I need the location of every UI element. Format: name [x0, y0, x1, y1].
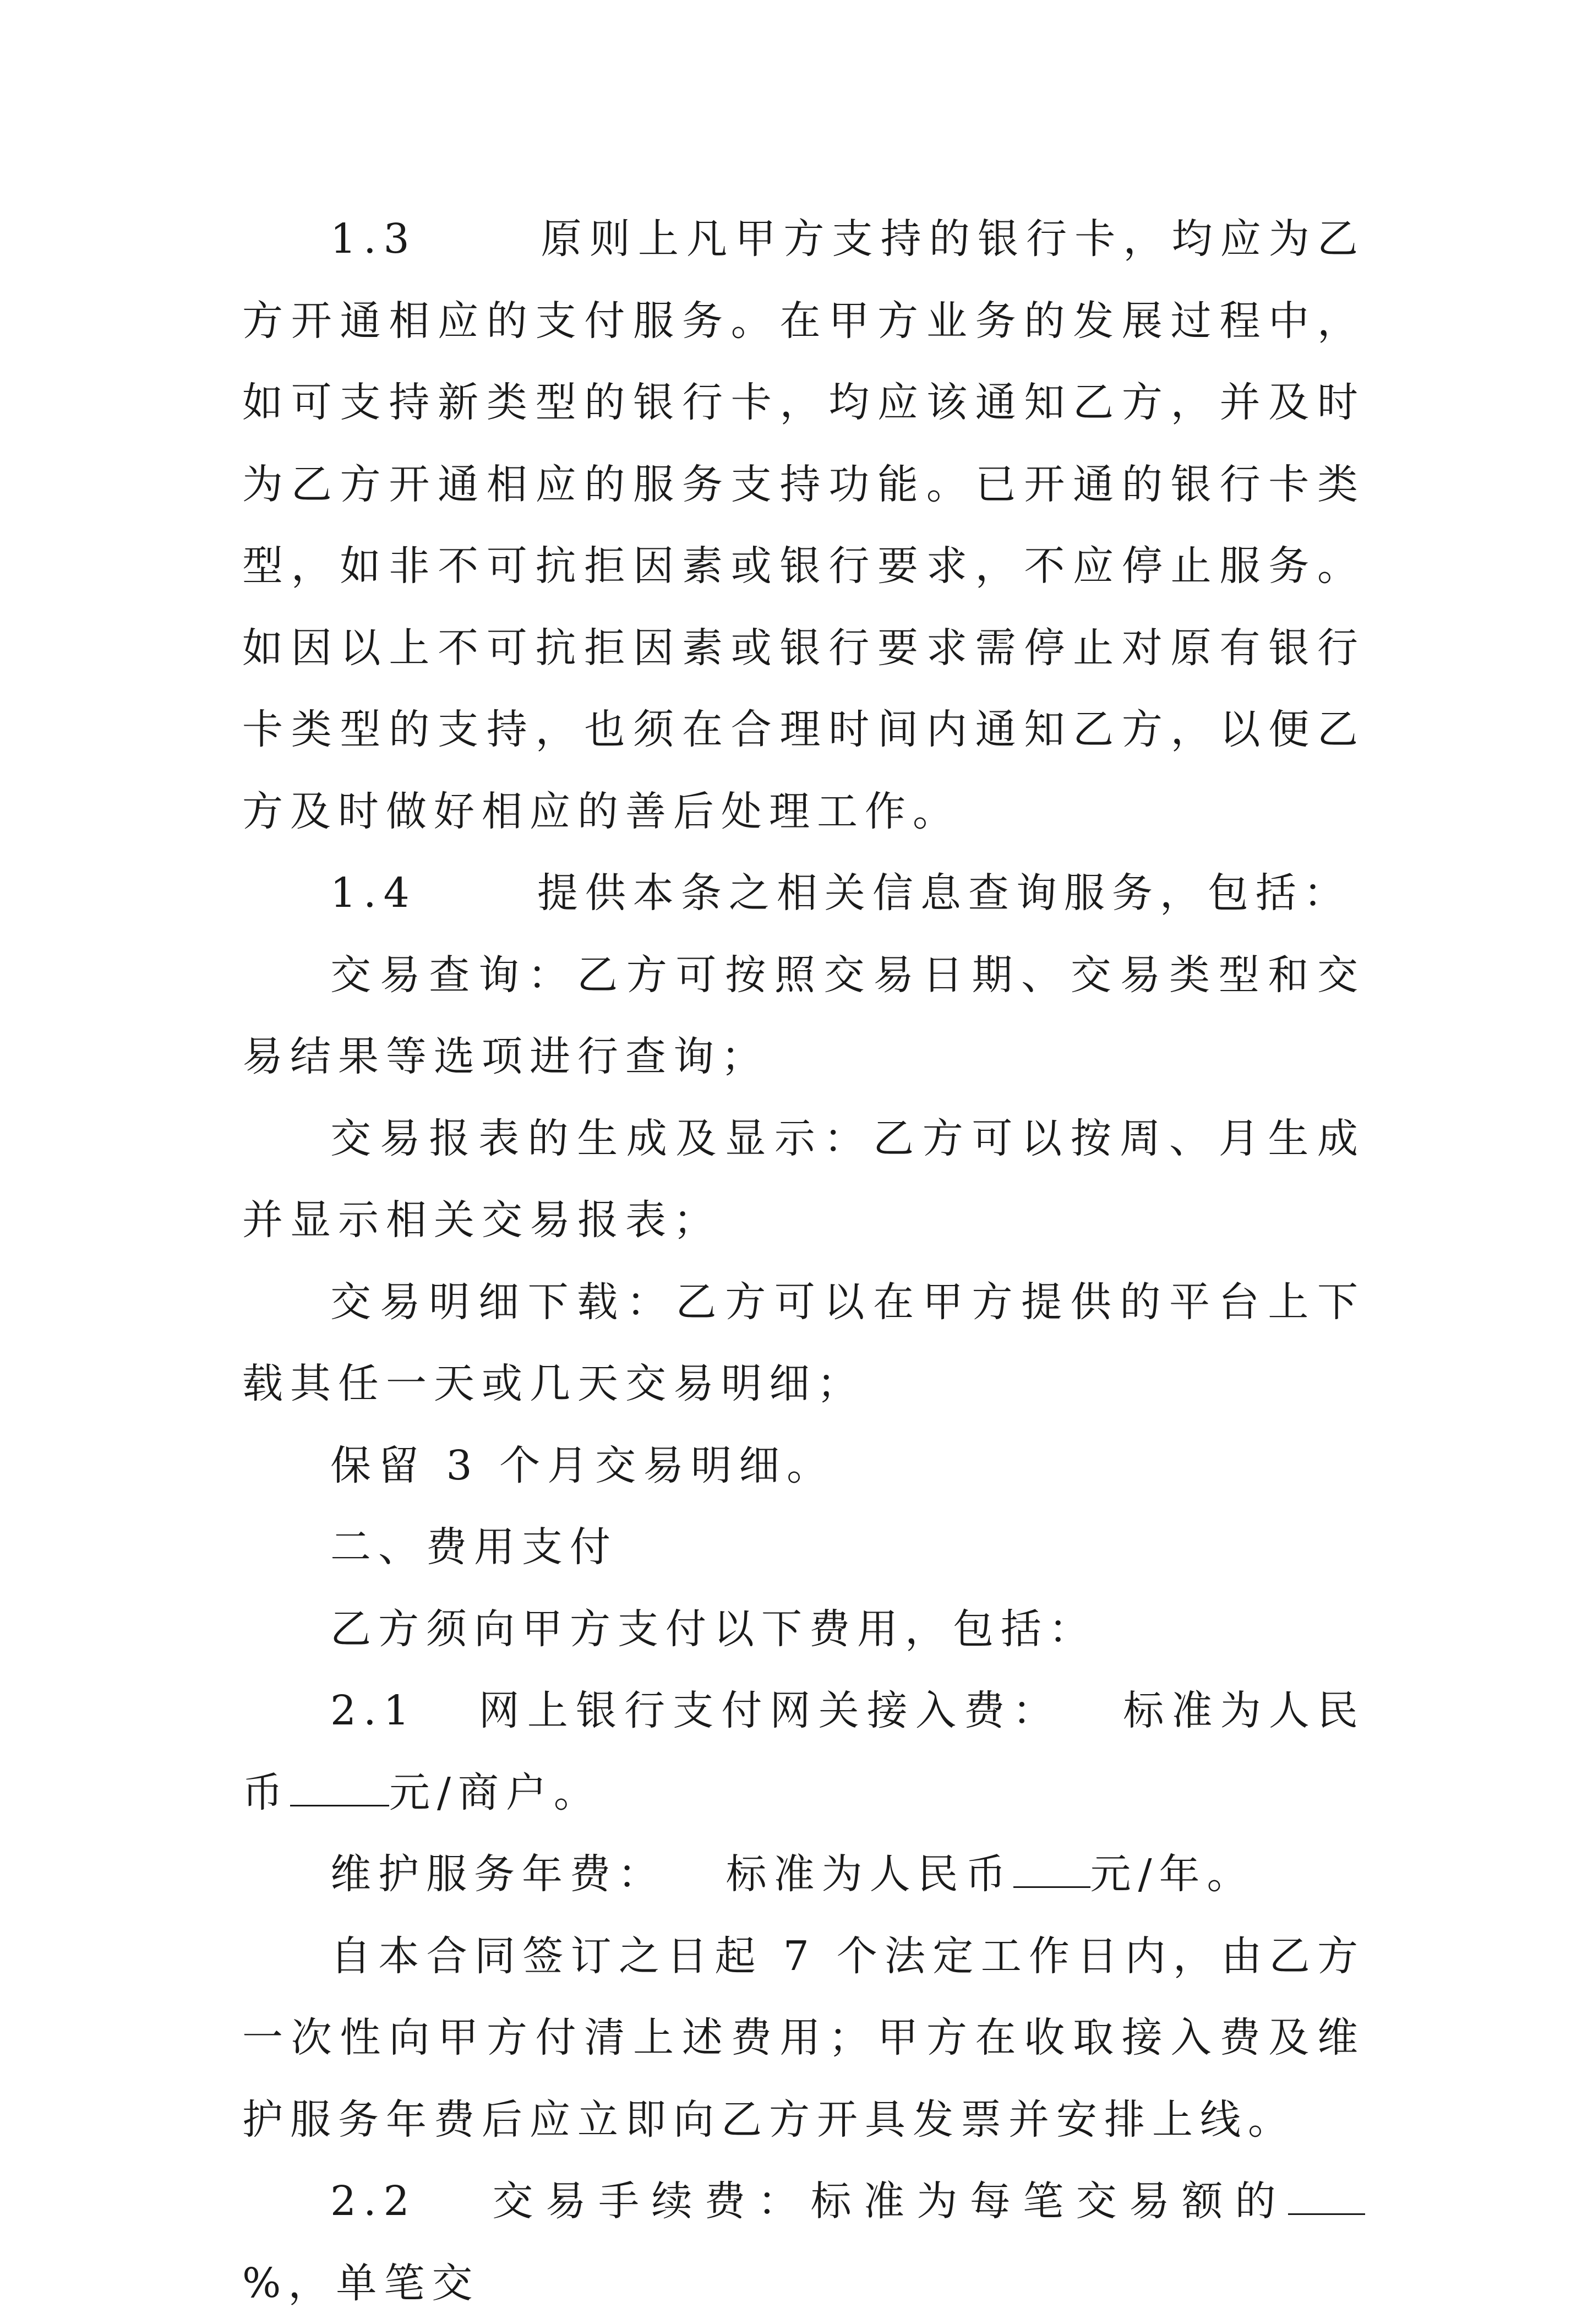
section-heading-fee-payment: 二、费用支付 — [330, 1523, 618, 1571]
payment-terms: 自本合同签订之日起 7 个法定工作日内，由乙方一次性向甲方付清上述费用；甲方在收取接入费及维护服务年费后应立即向乙方开具发票并安排上线。 — [242, 1932, 1365, 2143]
access-fee-blank — [290, 1772, 389, 1806]
transaction-detail-download-item: 交易明细下载：乙方可以在甲方提供的平台上下载其任一天或几天交易明细； — [242, 1278, 1365, 1407]
maintenance-fee-text: 维护服务年费： 标准为人民币 — [330, 1851, 1013, 1898]
detail-retention-item: 保留 3 个月交易明细。 — [330, 1441, 835, 1489]
maintenance-fee-unit: 元/年。 — [1090, 1851, 1255, 1898]
clause-1-4: 1.4 提供本条之相关信息查询服务，包括： — [330, 869, 1351, 917]
maintenance-fee-blank — [1013, 1853, 1090, 1888]
clause-2-1-unit: 元/商户。 — [389, 1768, 602, 1816]
clause-2-1-text: 2.1 网上银行支付网关接入费： 标准为人民币 — [242, 1687, 1365, 1816]
clause-2-2-text: 2.2 交易手续费：标准为每笔交易额的 — [330, 2178, 1288, 2225]
clause-2-2-tail: %，单笔交 — [242, 2259, 480, 2307]
fee-intro: 乙方须向甲方支付以下费用，包括： — [330, 1605, 1096, 1653]
maintenance-fee — [242, 1833, 1365, 1915]
document-body — [242, 198, 1365, 2324]
clause-1-3: 1.3 原则上凡甲方支持的银行卡，均应为乙方开通相应的支付服务。在甲方业务的发展过程中，如可支持新类型的银行卡，均应该通知乙方，并及时为乙方开通相应的服务支持功能。已开通的银行卡类型，如非不可抗拒因素或银行要求，不应停止服务。如因以上不可抗拒因素或银行要求需停止对原有银行卡类型的支持，也须在合理时间内通知乙方，以便乙方及时做好相应的善后处理工作。 — [242, 215, 1365, 835]
transaction-fee-rate-blank — [1288, 2180, 1365, 2215]
transaction-query-item: 交易查询：乙方可按照交易日期、交易类型和交易结果等选项进行查询； — [242, 951, 1365, 1080]
transaction-report-item: 交易报表的生成及显示：乙方可以按周、月生成并显示相关交易报表； — [242, 1114, 1365, 1244]
clause-2-2 — [242, 2160, 1365, 2324]
clause-2-1 — [242, 1670, 1365, 1833]
